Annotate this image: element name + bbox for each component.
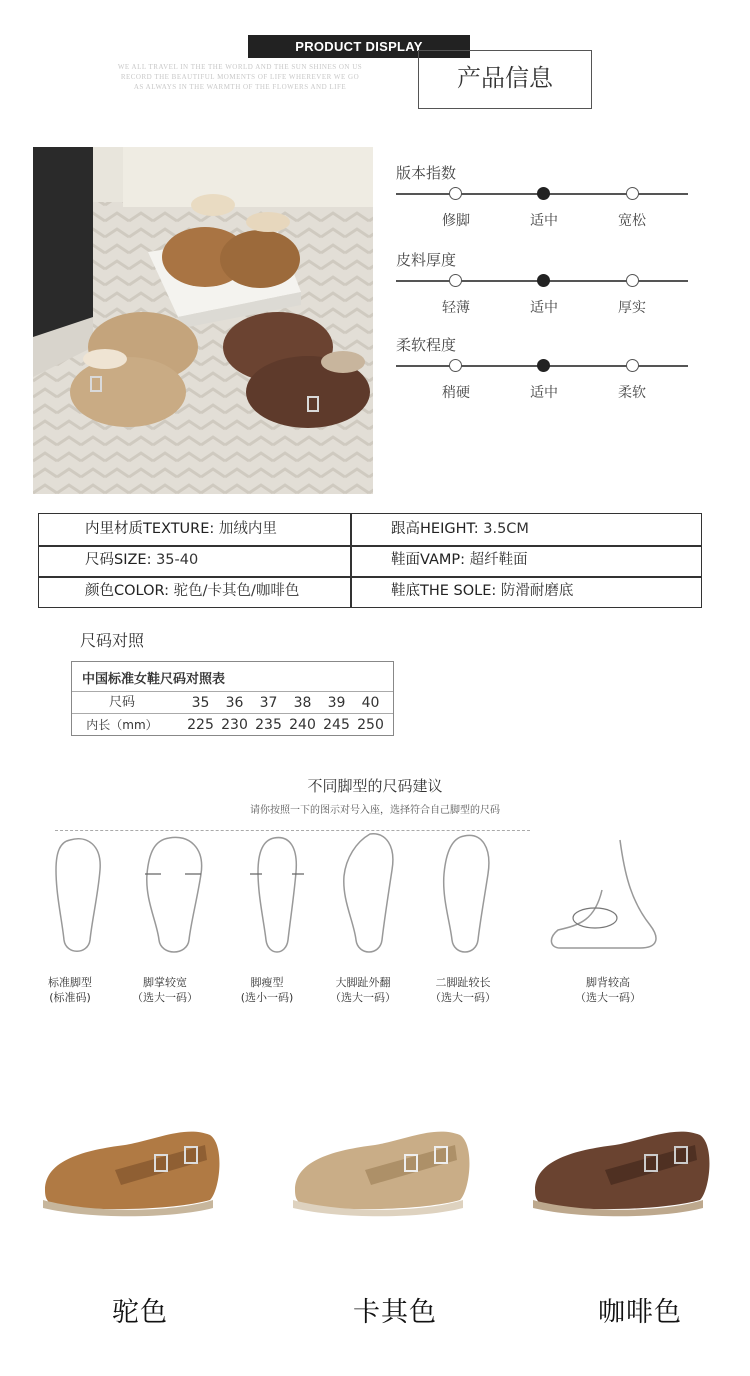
bunion-foot-icon [330, 830, 410, 960]
foot-type-label: 二脚趾较长 （选大一码） [430, 976, 496, 1004]
color-label-khaki: 卡其色 [353, 1297, 437, 1328]
length-cell: 230 [221, 717, 248, 733]
slider-label: 稍硬 [442, 385, 470, 401]
spec-value: 35-40 [156, 552, 199, 568]
size-chart-caption: 中国标准女鞋尺码对照表 [82, 672, 226, 687]
spec-label: 鞋底THE SOLE: [391, 583, 497, 599]
product-display-banner: PRODUCT DISPLAY [248, 35, 470, 58]
length-cell: 250 [357, 717, 384, 733]
faint-line: AS ALWAYS IN THE WARMTH OF THE FLOWERS AND LIFE [133, 83, 347, 91]
foot-type-label: 脚背较高 （选大一码） [575, 976, 641, 1004]
size-cell: 40 [361, 695, 380, 711]
slider-dot [626, 187, 639, 200]
spec-size [85, 545, 198, 576]
foot-advice-title: 不同脚型的尺码建议 [307, 777, 443, 795]
size-cell: 35 [191, 695, 210, 711]
length-row-label: 内长（mm） [86, 718, 158, 732]
spec-vamp [391, 545, 528, 576]
slider-dot-selected [537, 359, 550, 372]
slider-dot [626, 359, 639, 372]
slider-dot [449, 359, 462, 372]
length-row [72, 714, 393, 736]
foot-type-label: 脚掌较宽 （选大一码） [132, 976, 198, 1004]
length-cell: 240 [289, 717, 316, 733]
wide-foot-icon [135, 830, 215, 960]
length-cell: 235 [255, 717, 282, 733]
slider-label: 适中 [530, 385, 558, 401]
spec-label: 跟高HEIGHT: [391, 521, 479, 537]
size-cell: 36 [225, 695, 244, 711]
foot-type-label: 标准脚型 (标准码) [48, 976, 92, 1004]
high-instep-icon [540, 830, 680, 960]
spec-table [38, 513, 702, 608]
slider-label: 轻薄 [442, 300, 470, 316]
faint-line: WE ALL TRAVEL IN THE THE WORLD AND THE SUN SHINES ON US [117, 63, 363, 71]
slider-label: 柔软 [618, 385, 646, 401]
spec-value: 驼色/卡其色/咖啡色 [173, 583, 300, 599]
size-row-label: 尺码 [108, 695, 135, 710]
slider-dot [449, 187, 462, 200]
foot-type-label: 大脚趾外翻 （选大一码） [330, 976, 396, 1004]
standard-foot-icon [42, 830, 122, 960]
fit-index-title: 版本指数 [396, 164, 457, 182]
divider [350, 514, 352, 607]
coffee-shoe-icon [525, 1100, 715, 1230]
product-photo [33, 147, 373, 494]
size-chart-table [71, 661, 394, 736]
spec-label: 鞋面VAMP: [391, 552, 466, 568]
size-row [72, 692, 393, 714]
narrow-foot-icon [240, 830, 320, 960]
leather-thickness [396, 249, 696, 324]
slider-label: 宽松 [618, 213, 646, 229]
size-cell: 38 [293, 695, 312, 711]
page-title: 产品信息 [457, 64, 553, 92]
spec-label: 尺码SIZE: [85, 552, 152, 568]
size-cell: 37 [259, 695, 278, 711]
camel-shoe-icon [35, 1100, 225, 1230]
softness-title: 柔软程度 [396, 336, 457, 354]
leather-thickness-title: 皮料厚度 [396, 251, 457, 269]
spec-sole [391, 576, 573, 607]
long-second-toe-icon [428, 830, 508, 960]
slider-label: 适中 [530, 300, 558, 316]
color-label-coffee: 咖啡色 [598, 1297, 682, 1328]
size-section-title: 尺码对照 [80, 631, 145, 650]
product-photo-shoes-icon [33, 147, 373, 494]
color-label-camel: 驼色 [112, 1297, 168, 1328]
size-cell: 39 [327, 695, 346, 711]
foot-type-label: 脚瘦型 (选小一码) [240, 976, 294, 1004]
length-cell: 225 [187, 717, 214, 733]
slider-label: 厚实 [618, 300, 646, 316]
slider-label: 适中 [530, 213, 558, 229]
spec-value: 加绒内里 [218, 521, 277, 537]
slider-label: 修脚 [442, 213, 470, 229]
spec-label: 内里材质TEXTURE: [85, 521, 215, 537]
faint-line: RECORD THE BEAUTIFUL MOMENTS OF LIFE WHEREVER WE GO [120, 73, 360, 81]
length-cell: 245 [323, 717, 350, 733]
fit-index [396, 162, 696, 237]
slider-dot [449, 274, 462, 287]
slider-dot [626, 274, 639, 287]
spec-value: 防滑耐磨底 [500, 583, 574, 599]
spec-color [85, 576, 299, 607]
khaki-shoe-icon [285, 1100, 475, 1230]
slider-dot-selected [537, 274, 550, 287]
slider-dot-selected [537, 187, 550, 200]
spec-height [391, 514, 529, 545]
spec-texture [85, 514, 277, 545]
spec-value: 3.5CM [483, 521, 529, 537]
foot-advice-subtitle: 请你按照一下的图示对号入座，选择符合自己脚型的尺码 [250, 805, 500, 816]
spec-value: 超纤鞋面 [469, 552, 528, 568]
spec-label: 颜色COLOR: [85, 583, 170, 599]
header-faint-text [70, 62, 410, 92]
softness [396, 334, 696, 409]
